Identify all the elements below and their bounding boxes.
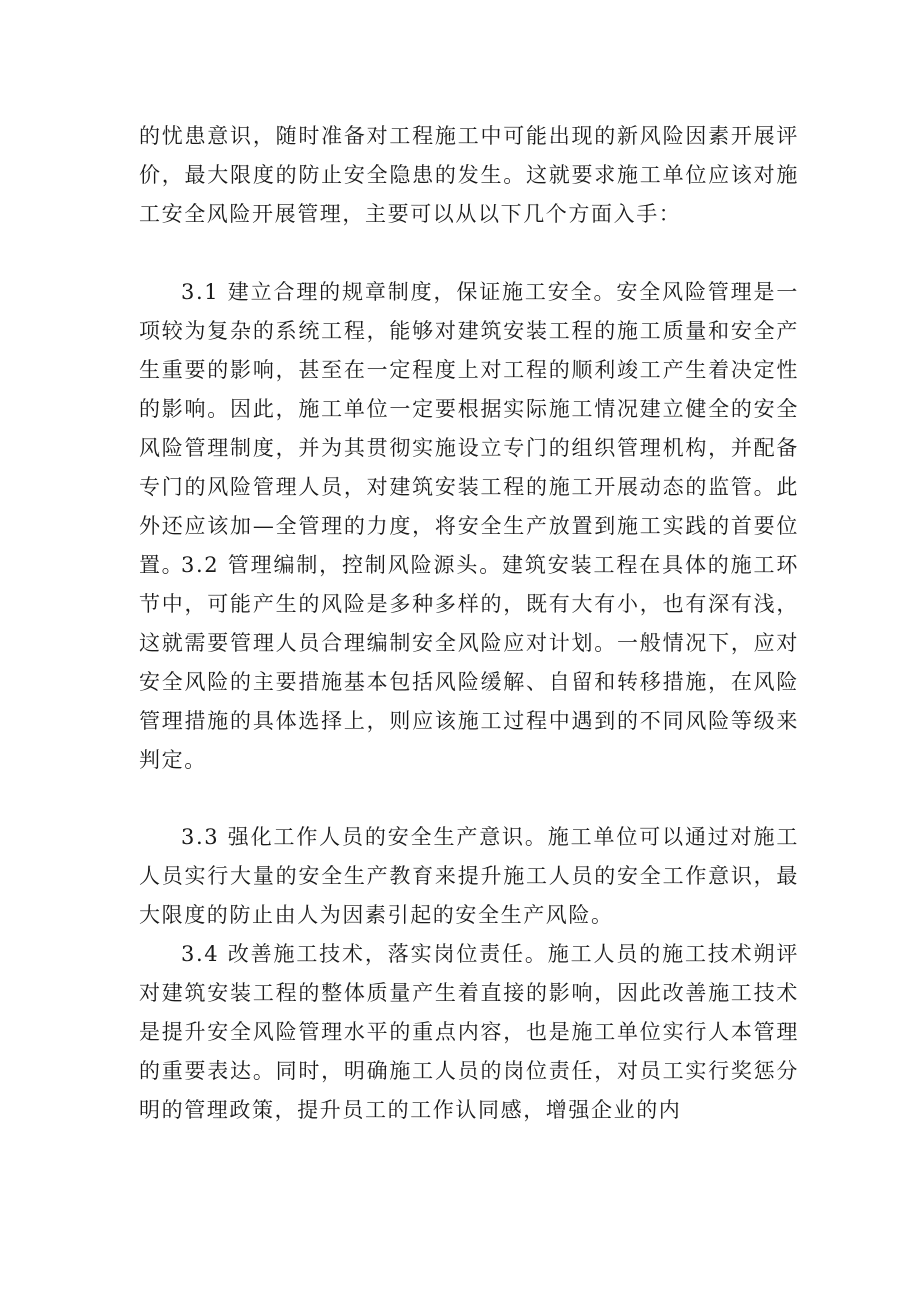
- paragraph-text: 的忧患意识，随时准备对工程施工中可能出现的新风险因素开展评价，最大限度的防止安全隐患的发生。这就要求施工单位应该对施工安全风险开展管理，主要可以从以下几个方面入手：: [139, 124, 799, 226]
- paragraph-text: 3.3 强化工作人员的安全生产意识。施工单位可以通过对施工人员实行大量的安全生产教育来提升施工人员的安全工作意识，最大限度的防止由人为因素引起的安全生产风险。: [139, 825, 799, 927]
- paragraph-text: 3.1 建立合理的规章制度，保证施工安全。安全风险管理是一项较为复杂的系统工程，能够对建筑安装工程的施工质量和安全产生重要的影响，甚至在一定程度上对工程的顺利竣工产生着决定性的影响。因此，施工单位一定要根据实际施工情况建立健全的安全风险管理制度，并为其贯彻实施设立专门的组织管理机构，并配备专门的风险管理人员，对建筑安装工程的施工开展动态的监管。此外还应该加—全管理的力度，将安全生产放置到施工实践的首要位置。: [139, 280, 799, 577]
- paragraph-text: 3.4 改善施工技术，落实岗位责任。施工人员的施工技术朔评对建筑安装工程的整体质量产生着直接的影响，因此改善施工技术是提升安全风险管理水平的重点内容，也是施工单位实行人本管理的重要表达。同时，明确施工人员的岗位责任，对员工实行奖惩分明的管理政策，提升员工的工作认同感，增强企业的内: [139, 942, 799, 1122]
- paragraph-section-3-2: [139, 546, 799, 780]
- paragraph-continuation: [139, 117, 799, 234]
- paragraph-text: 3.2 管理编制，控制风险源头。建筑安装工程在具体的施工环节中，可能产生的风险是多种多样的，既有大有小，也有深有浅，这就需要管理人员合理编制安全风险应对计划。一般情况下，应对安全风险的主要措施基本包括风险缓解、自留和转移措施，在风险管理措施的具体选择上，则应该施工过程中遇到的不同风险等级来判定。: [139, 553, 799, 772]
- paragraph-section-3-3: [139, 818, 799, 935]
- paragraph-section-3-1: [139, 273, 799, 585]
- paragraph-section-3-4: [139, 935, 799, 1130]
